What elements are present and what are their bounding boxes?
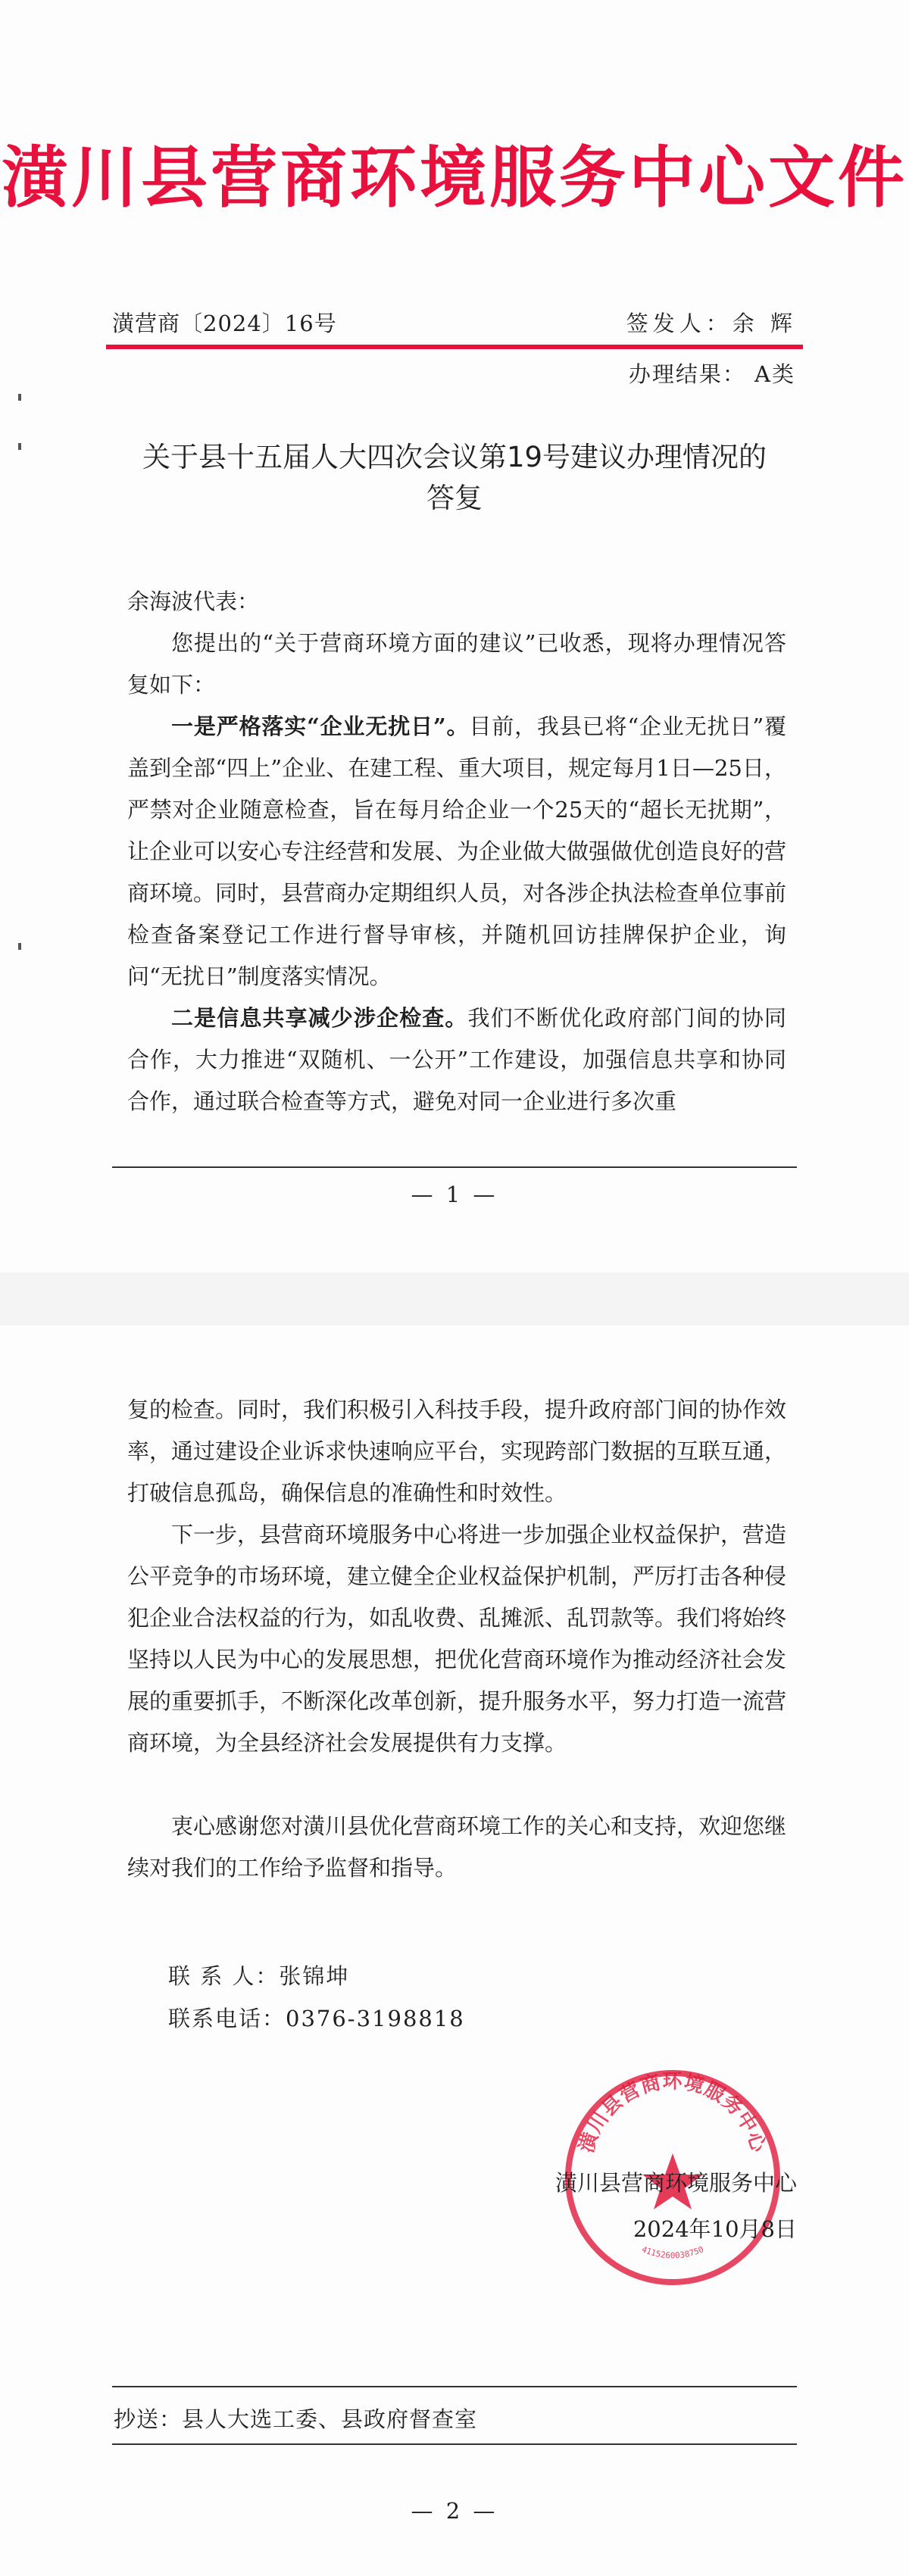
page-2 xyxy=(0,1325,909,2576)
point-2-title: 二是信息共享减少涉企检查。 xyxy=(171,1005,468,1031)
point-1-text: 目前，我县已将“企业无扰日”覆盖到全部“四上”企业、在建工程、重大项目，规定每月1日—25日，严禁对企业随意检查，旨在每月给企业一个25天的“超长无扰期”，让企业可以安心专注经营和发展、为企业做大做强做优创造良好的营商环境。同时，县营商办定期组织人员，对各涉企执法检查单位事前检查备案登记工作进行督导审核，并随机回访挂牌保护企业，询问“无扰日”制度落实情况。 xyxy=(127,713,787,989)
signing-organization: 潢川县营商环境服务中心 xyxy=(554,2170,797,2196)
contact-phone: 联系电话：0376-3198818 xyxy=(168,2006,465,2031)
page-bottom-rule xyxy=(112,1166,797,1168)
cc-bottom-rule xyxy=(112,2443,797,2445)
page-1 xyxy=(0,0,909,1272)
salutation: 余海波代表： xyxy=(127,589,260,614)
cc-top-rule xyxy=(112,2386,797,2387)
contact-person: 联 系 人：张锦坤 xyxy=(168,1963,350,1989)
point-2-text: 我们不断优化政府部门间的协同合作，大力推进“双随机、一公开”工作建设，加强信息共享和协同合作，通过联合检查等方式，避免对同一企业进行多次重 xyxy=(127,1005,786,1114)
scan-speck xyxy=(18,443,21,450)
document-number: 潢营商〔2024〕16号 xyxy=(112,311,337,336)
scan-speck xyxy=(18,394,21,401)
page-gap xyxy=(0,1272,909,1325)
point-1-paragraph xyxy=(127,706,786,998)
page-number-1: — 1 — xyxy=(411,1182,498,1207)
red-divider xyxy=(106,345,803,349)
carbon-copy: 抄送：县人大选工委、县政府督查室 xyxy=(114,2406,478,2432)
next-step-paragraph: 下一步，县营商环境服务中心将进一步加强企业权益保护，营造公平竞争的市场环境，建立健全企业权益保护机制，严厉打击各种侵犯企业合法权益的行为，如乱收费、乱摊派、乱罚款等。我们将始终坚持以人民为中心的发展思想，把优化营商环境作为推动经济社会发展的重要抓手，不断深化改革创新，提升服务水平，努力打造一流营商环境，为全县经济社会发展提供有力支撑。 xyxy=(127,1522,787,1756)
signing-date: 2024年10月8日 xyxy=(633,2216,797,2242)
intro-paragraph: 您提出的“关于营商环境方面的建议”已收悉，现将办理情况答复如下： xyxy=(127,630,786,698)
issuer: 签发人：余 辉 xyxy=(626,311,797,336)
seal-text: 潢川县营商环境服务中心 xyxy=(575,2070,770,2156)
point-2-paragraph xyxy=(127,998,786,1123)
subject-line-2: 答复 xyxy=(426,482,483,514)
subject-line-1: 关于县十五届人大四次会议第19号建议办理情况的 xyxy=(142,441,767,473)
handling-result: 办理结果： A类 xyxy=(628,361,795,387)
document-org-title: 潢川县营商环境服务中心文件 xyxy=(1,139,907,217)
page-number-2: — 2 — xyxy=(411,2498,498,2524)
point-2-continuation: 复的检查。同时，我们积极引入科技手段，提升政府部门间的协作效率，通过建设企业诉求快速响应平台，实现跨部门数据的互联互通，打破信息孤岛，确保信息的准确性和时效性。 xyxy=(127,1397,787,1506)
scan-speck xyxy=(18,943,21,950)
point-1-title: 一是严格落实“企业无扰日”。 xyxy=(171,713,470,739)
seal-code: 4115260038750 xyxy=(640,2244,705,2261)
thanks-paragraph: 衷心感谢您对潢川县优化营商环境工作的关心和支持，欢迎您继续对我们的工作给予监督和指导。 xyxy=(127,1813,787,1881)
